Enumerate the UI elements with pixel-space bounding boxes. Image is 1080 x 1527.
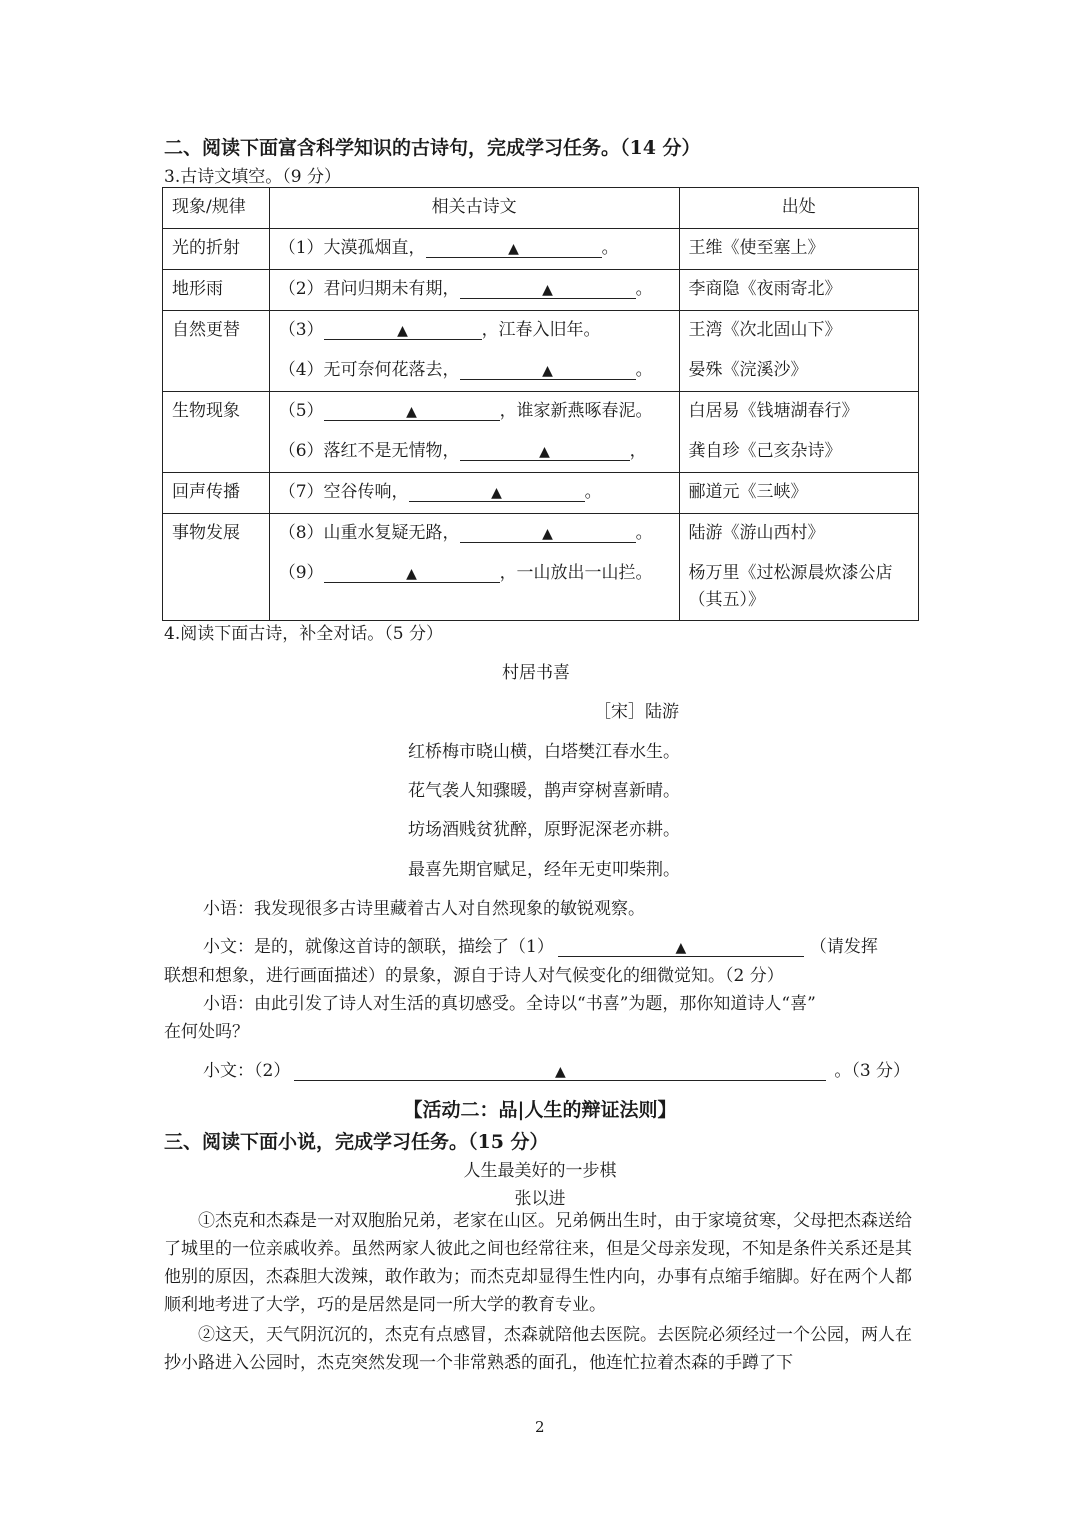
dialogue-prefix: 小文：是的，就像这首诗的颔联，描绘了（1）	[203, 937, 554, 957]
line-suffix: 。	[635, 360, 653, 380]
poem-line: 花气袭人知骤暖，鹊声穿树喜新晴。	[408, 781, 680, 801]
table-header-row	[163, 188, 919, 229]
story-title: 人生最美好的一步棋	[463, 1161, 617, 1181]
poem-author: ［宋］陆游	[594, 702, 679, 722]
poem-line: 最喜先期官赋足，经年无吏叩柴荆。	[408, 860, 680, 880]
header-phenomenon: 现象/规律	[163, 188, 270, 229]
source-cell	[679, 392, 919, 473]
table-row	[163, 229, 919, 270]
line-prefix: （2）君问归期未有期，	[278, 279, 460, 299]
line-suffix: ，一山放出一山拦。	[499, 563, 653, 583]
dialogue-line	[203, 1056, 910, 1081]
triangle-marker-icon: ▲	[397, 323, 408, 339]
answer-blank-7[interactable]	[409, 479, 585, 502]
section-3-title: 三、阅读下面小说，完成学习任务。（15 分）	[164, 1131, 549, 1153]
poem-line: 坊场酒贱贫犹醉，原野泥深老亦耕。	[408, 820, 680, 840]
phenomenon-cell: 回声传播	[163, 473, 270, 514]
answer-blank-4[interactable]	[460, 357, 636, 380]
dialogue-suffix: （请发挥	[809, 937, 878, 957]
table-row	[163, 473, 919, 514]
answer-blank-6[interactable]	[460, 438, 630, 461]
answer-blank-8[interactable]	[460, 520, 636, 543]
poetry-cell	[269, 311, 679, 392]
phenomenon-cell: 自然更替	[163, 311, 270, 392]
triangle-marker-icon: ▲	[542, 363, 553, 379]
dialogue-prefix: 小文：（2）	[203, 1061, 291, 1081]
poem-title: 村居书喜	[502, 663, 570, 683]
answer-blank-9[interactable]	[324, 560, 500, 583]
story-paragraph-1: ①杰克和杰森是一对双胞胎兄弟，老家在山区。兄弟俩出生时，由于家境贫寒，父母把杰森送给了城里的一位亲戚收养。虽然两家人彼此之间也经常往来，但是父母亲发现，不知是条件关系还是其他别的原因，杰森胆大泼辣，敢作敢为；而杰克却显得生性内向，办事有点缩手缩脚。好在两个人都顺利地考进了大学，巧的是居然是同一所大学的教育专业。	[164, 1211, 912, 1315]
poem-line: 红桥梅市晓山横，白塔樊江春水生。	[408, 742, 680, 762]
source-text: 龚自珍《己亥杂诗》	[688, 441, 842, 461]
table-row	[163, 514, 919, 621]
line-prefix: （7）空谷传响，	[278, 482, 409, 502]
poetry-cell	[269, 473, 679, 514]
answer-blank-dialogue-2[interactable]	[294, 1058, 826, 1081]
answer-blank-5[interactable]	[324, 398, 500, 421]
activity-2-heading: 【活动二：品|人生的辩证法则】	[403, 1099, 677, 1121]
line-suffix: 。	[635, 523, 653, 543]
header-poetry: 相关古诗文	[269, 188, 679, 229]
poetry-cell	[269, 392, 679, 473]
table-row	[163, 311, 919, 392]
triangle-marker-icon: ▲	[406, 404, 417, 420]
dialogue-line: 联想和想象，进行画面描述）的景象，源自于诗人对气候变化的细微觉知。（2 分）	[164, 966, 784, 986]
table-row	[163, 270, 919, 311]
line-suffix: ，	[629, 441, 647, 461]
source-text: 白居易《钱塘湖春行》	[688, 401, 859, 421]
dialogue-line	[203, 932, 878, 957]
line-prefix: （5）	[278, 401, 324, 421]
answer-blank-2[interactable]	[460, 276, 636, 299]
source-cell: 郦道元《三峡》	[679, 473, 919, 514]
source-text: 晏殊《浣溪沙》	[688, 360, 808, 380]
line-prefix: （1）大漠孤烟直，	[278, 238, 426, 258]
poetry-cell	[269, 229, 679, 270]
triangle-marker-icon: ▲	[508, 241, 519, 257]
line-suffix: 。	[601, 238, 619, 258]
source-cell	[679, 311, 919, 392]
answer-blank-3[interactable]	[324, 317, 482, 340]
source-cell: 王维《使至塞上》	[679, 229, 919, 270]
dialogue-line: 小语：我发现很多古诗里藏着古人对自然现象的敏锐观察。	[203, 899, 645, 919]
triangle-marker-icon: ▲	[554, 1064, 566, 1080]
dialogue-line: 小语：由此引发了诗人对生活的真切感受。全诗以“书喜”为题，那你知道诗人“喜”	[203, 994, 816, 1014]
page-number: 2	[535, 1418, 545, 1436]
section-2-title: 二、阅读下面富含科学知识的古诗句，完成学习任务。（14 分）	[164, 137, 701, 159]
poetry-cell	[269, 270, 679, 311]
story-paragraph-2: ②这天，天气阴沉沉的，杰克有点感冒，杰森就陪他去医院。去医院必须经过一个公园，两人在抄小路进入公园时，杰克突然发现一个非常熟悉的面孔，他连忙拉着杰森的手蹲了下	[164, 1325, 912, 1373]
line-suffix: ，谁家新燕啄春泥。	[499, 401, 653, 421]
line-suffix: ，江春入旧年。	[481, 320, 601, 340]
phenomenon-cell: 事物发展	[163, 514, 270, 621]
answer-blank-1[interactable]	[426, 235, 602, 258]
header-source: 出处	[679, 188, 919, 229]
line-prefix: （4）无可奈何花落去，	[278, 360, 460, 380]
line-prefix: （3）	[278, 320, 324, 340]
line-prefix: （8）山重水复疑无路，	[278, 523, 460, 543]
phenomenon-cell: 光的折射	[163, 229, 270, 270]
question-3-title: 3.古诗文填空。（9 分）	[164, 167, 341, 187]
answer-blank-dialogue-1[interactable]	[558, 934, 804, 957]
triangle-marker-icon: ▲	[539, 444, 550, 460]
poem-fill-table	[162, 187, 919, 621]
triangle-marker-icon: ▲	[542, 282, 553, 298]
line-prefix: （9）	[278, 563, 324, 583]
phenomenon-cell: 地形雨	[163, 270, 270, 311]
triangle-marker-icon: ▲	[406, 566, 417, 582]
question-4-title: 4.阅读下面古诗，补全对话。（5 分）	[164, 624, 443, 644]
triangle-marker-icon: ▲	[491, 485, 502, 501]
source-text: 王湾《次北固山下》	[688, 320, 842, 340]
line-suffix: 。	[584, 482, 602, 502]
source-cell	[679, 514, 919, 621]
source-text: 杨万里《过松源晨炊漆公店（其五）》	[688, 563, 893, 610]
dialogue-suffix: 。（3 分）	[834, 1061, 911, 1081]
triangle-marker-icon: ▲	[675, 940, 687, 956]
source-cell: 李商隐《夜雨寄北》	[679, 270, 919, 311]
table-row	[163, 392, 919, 473]
line-suffix: 。	[635, 279, 653, 299]
dialogue-line: 在何处吗？	[164, 1022, 249, 1042]
triangle-marker-icon: ▲	[542, 526, 553, 542]
phenomenon-cell: 生物现象	[163, 392, 270, 473]
story-author: 张以进	[514, 1189, 566, 1209]
poetry-cell	[269, 514, 679, 621]
line-prefix: （6）落红不是无情物，	[278, 441, 460, 461]
source-text: 陆游《游山西村》	[688, 523, 825, 543]
